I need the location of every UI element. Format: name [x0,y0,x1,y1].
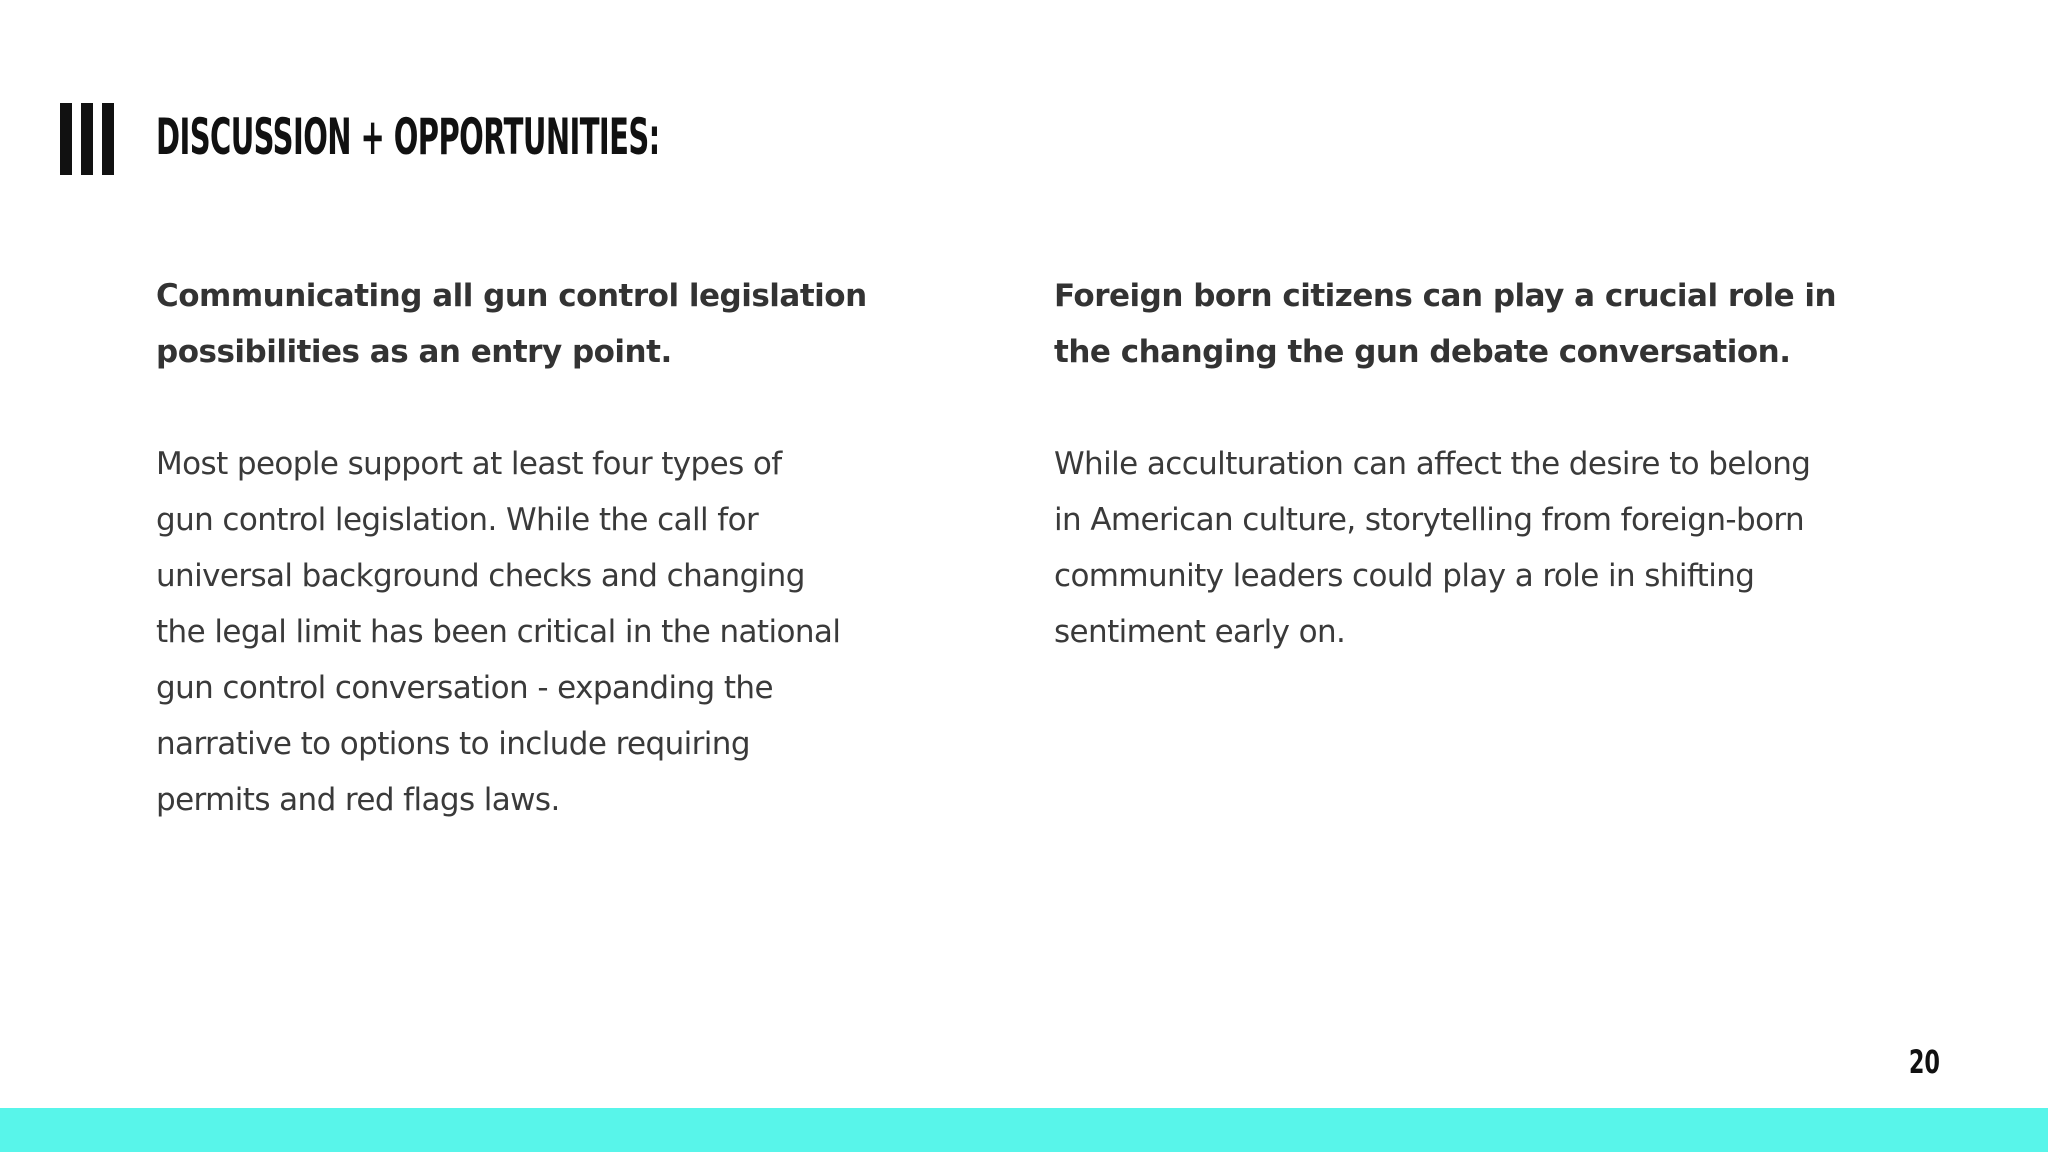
right-column-heading: Foreign born citizens can play a crucial role in the changing the gun debate conversation. [1054,278,1837,370]
slide-title: DISCUSSION + OPPORTUNITIES: [156,108,660,166]
right-column [1054,268,1874,660]
left-column-heading: Communicating all gun control legislation possibilities as an entry point. [156,278,867,370]
left-column [156,268,876,828]
footer-accent-band [0,1108,2048,1152]
right-column-body: While acculturation can affect the desire to belong in American culture, storytelling from foreign-born community leaders could play a role in shifting sentiment early on. [1054,446,1811,650]
section-bars-icon [60,103,114,175]
section-bar [102,103,114,175]
section-bar [60,103,72,175]
section-bar [81,103,93,175]
left-column-body: Most people support at least four types of gun control legislation. While the call for universal background checks and changing the legal limit has been critical in the national gun control conversation - expanding the narrative to options to include requiring permits and red flags laws. [156,446,841,818]
page-number: 20 [1908,1043,1940,1081]
